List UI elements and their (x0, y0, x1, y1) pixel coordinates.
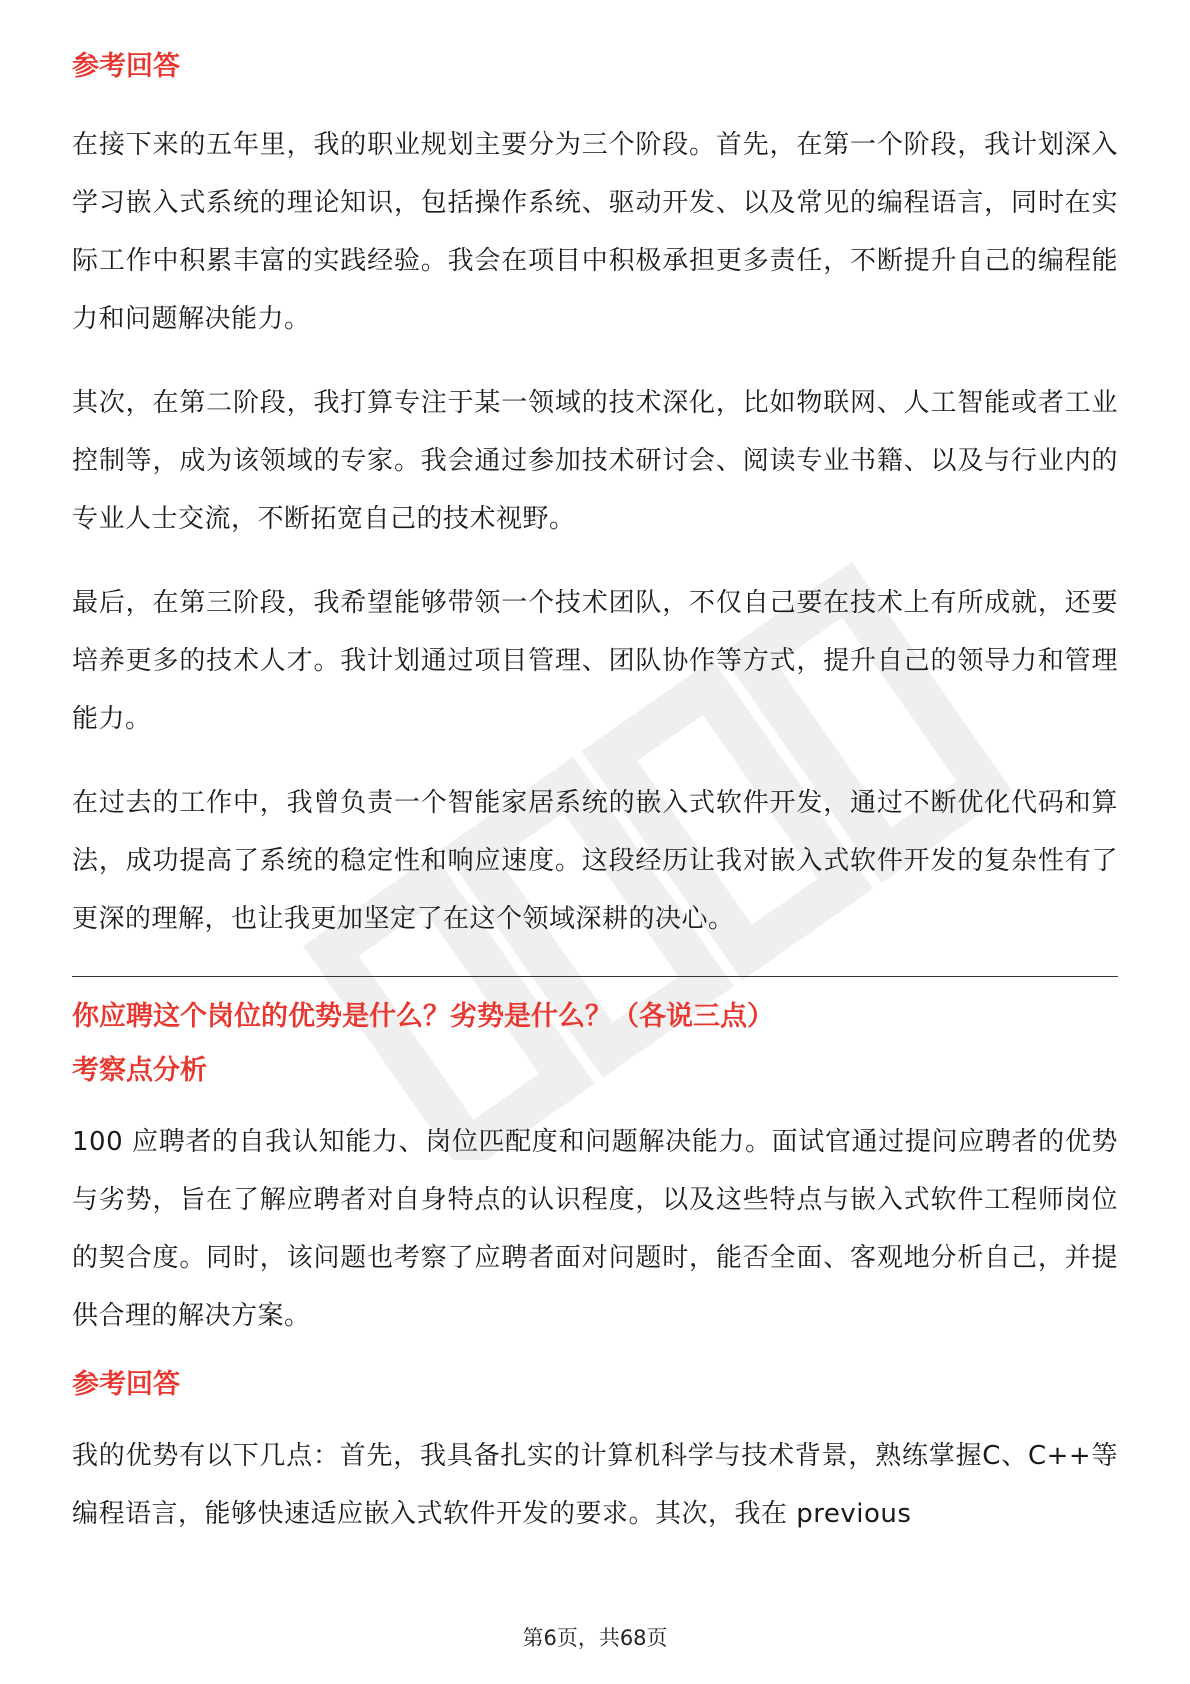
answer-paragraph: 我的优势有以下几点：首先，我具备扎实的计算机科学与技术背景，熟练掌握C、C++等编程语言，能够快速适应嵌入式软件开发的要求。其次，我在 previous (72, 1441, 1118, 1529)
answer-heading: 参考回答 (72, 51, 180, 82)
section-divider (72, 976, 1118, 977)
analysis-heading: 考察点分析 (72, 1055, 207, 1086)
answer-paragraph: 最后，在第三阶段，我希望能够带领一个技术团队，不仅自己要在技术上有所成就，还要培养更多的技术人才。我计划通过项目管理、团队协作等方式，提升自己的领导力和管理能力。 (72, 588, 1118, 734)
answer-paragraph: 在过去的工作中，我曾负责一个智能家居系统的嵌入式软件开发，通过不断优化代码和算法，成功提高了系统的稳定性和响应速度。这段经历让我对嵌入式软件开发的复杂性有了更深的理解，也让我更加坚定了在这个领域深耕的决心。 (72, 788, 1118, 934)
page-content (72, 48, 1118, 1543)
answer-heading: 参考回答 (72, 1369, 180, 1400)
analysis-paragraph: 100 应聘者的自我认知能力、岗位匹配度和问题解决能力。面试官通过提问应聘者的优势与劣势，旨在了解应聘者对自身特点的认识程度，以及这些特点与嵌入式软件工程师岗位的契合度。同时，该问题也考察了应聘者面对问题时，能否全面、客观地分析自己，并提供合理的解决方案。 (72, 1127, 1118, 1331)
answer-paragraph: 其次，在第二阶段，我打算专注于某一领域的技术深化，比如物联网、人工智能或者工业控制等，成为该领域的专家。我会通过参加技术研讨会、阅读专业书籍、以及与行业内的专业人士交流，不断拓宽自己的技术视野。 (72, 388, 1118, 534)
answer-paragraph: 在接下来的五年里，我的职业规划主要分为三个阶段。首先，在第一个阶段，我计划深入学习嵌入式系统的理论知识，包括操作系统、驱动开发、以及常见的编程语言，同时在实际工作中积累丰富的实践经验。我会在项目中积极承担更多责任，不断提升自己的编程能力和问题解决能力。 (72, 130, 1118, 334)
question-title: 你应聘这个岗位的优势是什么？劣势是什么？（各说三点） (72, 1001, 774, 1032)
page-number: 第6页，共68页 (522, 1626, 668, 1650)
